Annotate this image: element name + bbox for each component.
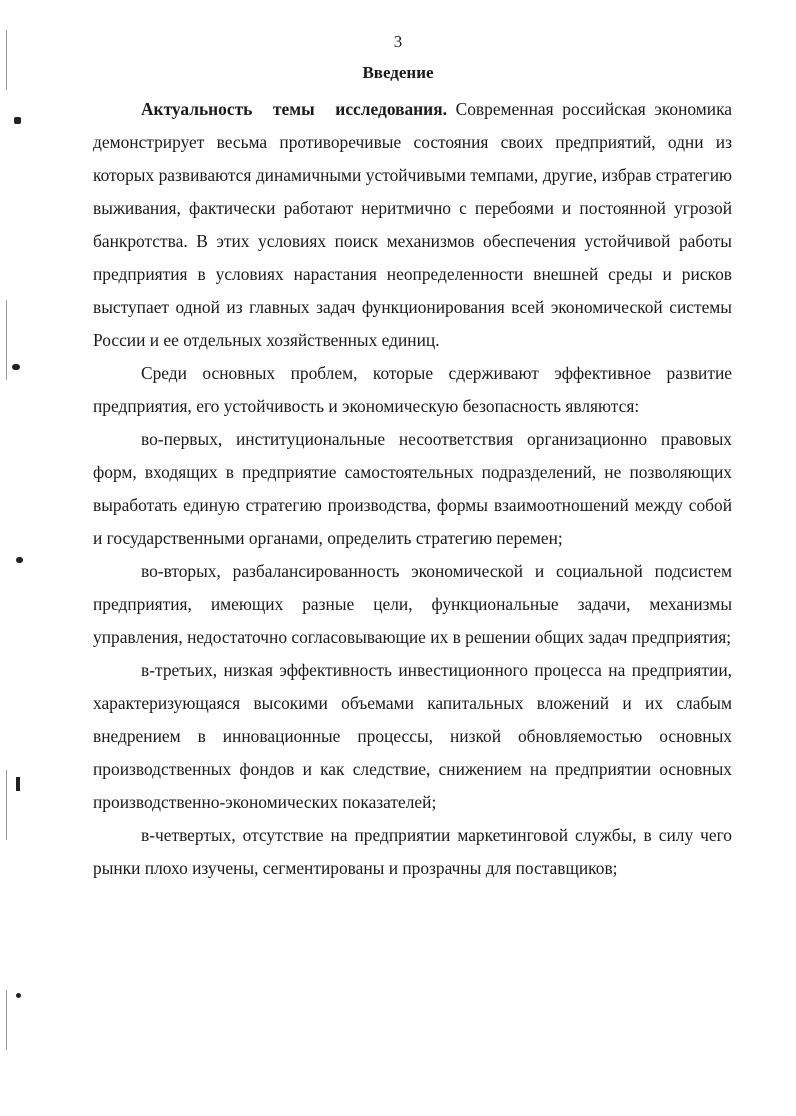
page-number: 3: [393, 32, 403, 51]
intro-text: Современная российская экономика демонстрирует весьма противоречивые состояния своих предприятий, одни из которых развиваются динамичными устойчивыми темпами, другие, избрав стратегию выживания, фактически работают неритмично с перебоями и постоянной угрозой банкротства. В этих условиях поиск механизмов обеспечения устойчивой работы предприятия в условиях нарастания неопределенности внешней среды и рисков выступает одной из главных задач функционирования всей экономической системы России и ее отдельных хозяйственных единиц.: [93, 99, 733, 350]
scan-artifact: [12, 364, 20, 370]
scan-edge-line: [6, 990, 7, 1050]
scan-edge-line: [6, 770, 7, 840]
paragraph: в-третьих, низкая эффективность инвестиционного процесса на предприятии, характеризующаяся высокими объемами капитальных вложений и их слабым внедрением в инновационные процессы, низкой обновляемостью основных производственных фондов и как следствие, снижением на предприятии основных производственно-экономических показателей;: [93, 660, 732, 812]
paragraph: Среди основных проблем, которые сдерживают эффективное развитие предприятия, его устойчивость и экономическую безопасность являются:: [93, 363, 732, 416]
scan-edge-line: [6, 300, 7, 380]
intro-lead: Актуальность темы исследования.: [141, 99, 447, 119]
intro-paragraph: [93, 93, 732, 357]
section-heading: Введение: [362, 63, 434, 82]
scan-artifact: [14, 117, 21, 124]
scan-artifact: [16, 557, 23, 563]
paragraph: во-вторых, разбалансированность экономической и социальной подсистем предприятия, имеющих разные цели, функциональные задачи, механизмы управления, недостаточно согласовывающие их в решении общих задач предприятия;: [93, 561, 732, 647]
body-text: [93, 93, 732, 885]
scan-artifact: [16, 993, 21, 998]
paragraph: в-четвертых, отсутствие на предприятии маркетинговой службы, в силу чего рынки плохо изучены, сегментированы и прозрачны для поставщиков;: [93, 825, 732, 878]
scan-artifact: [16, 777, 20, 791]
paragraph: во-первых, институциональные несоответствия организационно правовых форм, входящих в предприятие самостоятельных подразделений, не позволяющих выработать единую стратегию производства, формы взаимоотношений между собой и государственными органами, определить стратегию перемен;: [93, 429, 732, 548]
